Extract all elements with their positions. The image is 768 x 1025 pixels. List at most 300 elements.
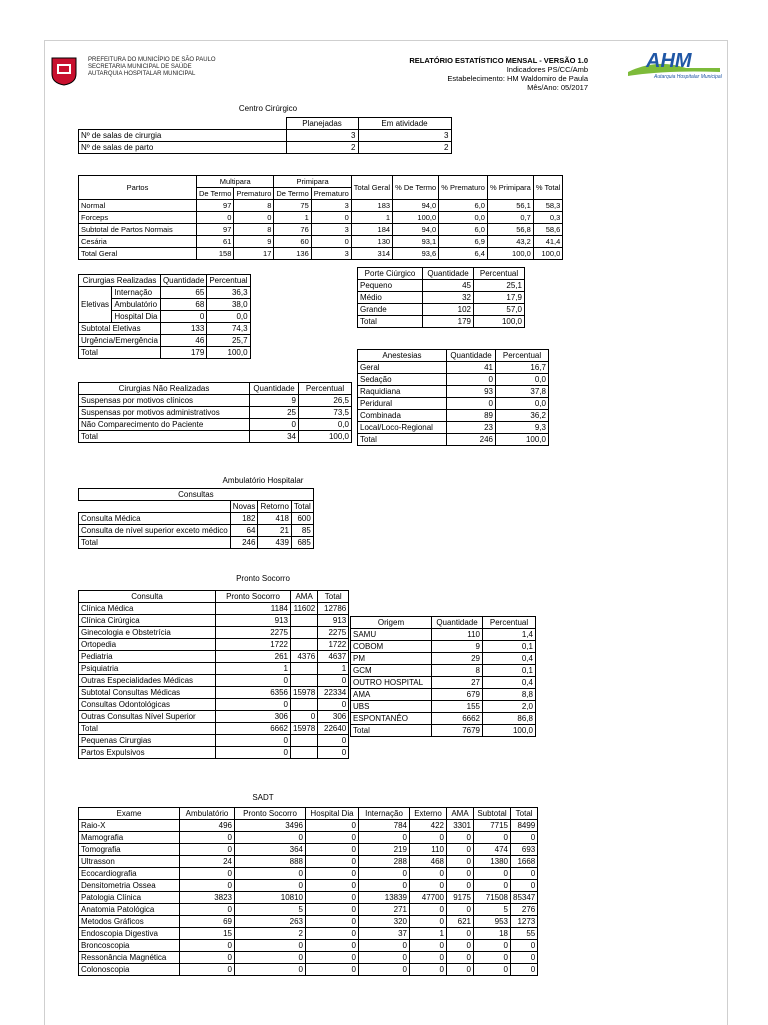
- cell: 85: [291, 525, 313, 537]
- cell: Total: [79, 347, 161, 359]
- cell: 0: [447, 952, 474, 964]
- cell: 13839: [359, 892, 410, 904]
- cell: 600: [291, 513, 313, 525]
- cell: 56,1: [487, 200, 533, 212]
- cell: Broncoscopia: [79, 940, 180, 952]
- cirurgias-nao-realizadas-table: [78, 382, 352, 443]
- ahm-logo: [626, 50, 722, 84]
- cell: 0: [306, 904, 359, 916]
- section-title: Ambulatório Hospitalar: [222, 476, 304, 485]
- cell: 8: [432, 665, 483, 677]
- cell: OUTRO HOSPITAL: [351, 677, 432, 689]
- cell: 0: [447, 940, 474, 952]
- cell: Não Comparecimento do Paciente: [79, 419, 250, 431]
- cell: 22640: [318, 723, 349, 735]
- header-cell: Consulta: [79, 591, 216, 603]
- cell: 0: [306, 916, 359, 928]
- header-cell: Porte Ciúrgico: [358, 268, 423, 280]
- logo-text: AHM: [646, 50, 692, 72]
- cirurgias-realizadas-table: [78, 274, 251, 359]
- header-cell: De Termo: [274, 188, 311, 200]
- table-row: [79, 747, 349, 759]
- cell: 0: [180, 952, 235, 964]
- cell: 913: [216, 615, 291, 627]
- cell: 0: [410, 940, 447, 952]
- cell: 8: [234, 224, 274, 236]
- cell: 32: [423, 292, 474, 304]
- header-cell: Internação: [359, 808, 410, 820]
- table-row: [358, 398, 549, 410]
- cell: 36,2: [496, 410, 549, 422]
- cell: 0: [250, 419, 299, 431]
- cell: 6,4: [439, 248, 488, 260]
- cell: 685: [291, 537, 313, 549]
- cell: 155: [432, 701, 483, 713]
- cell: 1: [216, 663, 291, 675]
- cell: 0: [511, 880, 538, 892]
- cell: 68: [160, 299, 206, 311]
- cell: Pequenas Cirurgias: [79, 735, 216, 747]
- cell: 100,0: [299, 431, 352, 443]
- header-cell: Prematuro: [311, 188, 351, 200]
- cell: 24: [180, 856, 235, 868]
- table-row: [79, 627, 349, 639]
- table-row: [79, 651, 349, 663]
- header-cell: Total: [511, 808, 538, 820]
- cell: 22334: [318, 687, 349, 699]
- header-cell: Quantidade: [432, 617, 483, 629]
- table-row: [79, 287, 251, 299]
- header-cell: Planejadas: [286, 118, 358, 130]
- cell: 0: [235, 880, 306, 892]
- header-cell: Prematuro: [234, 188, 274, 200]
- cell: 100,0: [487, 248, 533, 260]
- table-row: [358, 280, 525, 292]
- cell: 0: [318, 747, 349, 759]
- cell: Médio: [358, 292, 423, 304]
- cell: Pequeno: [358, 280, 423, 292]
- cell: [291, 747, 318, 759]
- cell: 0: [410, 868, 447, 880]
- table-row: [79, 513, 314, 525]
- cell: PM: [351, 653, 432, 665]
- header-cell: Percentual: [299, 383, 352, 395]
- header-cell: % De Termo: [393, 176, 439, 200]
- table-row: [79, 407, 352, 419]
- cell: 100,0: [533, 248, 562, 260]
- table-row: [79, 711, 349, 723]
- cell: Densitometria Ossea: [79, 880, 180, 892]
- cell: 6,9: [439, 236, 488, 248]
- cell: 86,8: [483, 713, 536, 725]
- cell: Consultas Odontológicas: [79, 699, 216, 711]
- cell: 679: [432, 689, 483, 701]
- header-cell: Externo: [410, 808, 447, 820]
- cell: 0: [306, 940, 359, 952]
- cell: 9: [250, 395, 299, 407]
- cell: 0,7: [487, 212, 533, 224]
- section-title: SADT: [252, 793, 274, 802]
- cell: 0: [306, 856, 359, 868]
- table-row: [358, 434, 549, 446]
- cell: 1722: [318, 639, 349, 651]
- table-row: [79, 820, 538, 832]
- header-cell: % Prematuro: [439, 176, 488, 200]
- cell: 0,0: [496, 374, 549, 386]
- header-cell: Total: [318, 591, 349, 603]
- cell: 61: [197, 236, 234, 248]
- cell: 468: [410, 856, 447, 868]
- report-header: [409, 56, 588, 92]
- cell: 0: [197, 212, 234, 224]
- cell: 1668: [511, 856, 538, 868]
- cell: 6,0: [439, 224, 488, 236]
- cell: 7715: [474, 820, 511, 832]
- cell: 0: [306, 880, 359, 892]
- cell: 263: [235, 916, 306, 928]
- cell: 0: [180, 868, 235, 880]
- report-establishment: Estabelecimento: HM Waldomiro de Paula: [447, 74, 588, 83]
- header-cell: Novas: [230, 501, 258, 513]
- cell: 26,5: [299, 395, 352, 407]
- cell: 17,9: [474, 292, 525, 304]
- cell: 75: [274, 200, 311, 212]
- cell: 0: [447, 398, 496, 410]
- cell: Subtotal Consultas Médicas: [79, 687, 216, 699]
- cell: 0: [311, 236, 351, 248]
- cell: Total: [351, 725, 432, 737]
- org-line: AUTARQUIA HOSPITALAR MUNICIPAL: [88, 71, 196, 77]
- cell: 0,0: [439, 212, 488, 224]
- cell: 73,5: [299, 407, 352, 419]
- cell: 0: [306, 820, 359, 832]
- table-row: [351, 725, 536, 737]
- cell: 18: [474, 928, 511, 940]
- cell: 784: [359, 820, 410, 832]
- cell: Total: [79, 537, 231, 549]
- cell: Patologia Clínica: [79, 892, 180, 904]
- cell: 8: [234, 200, 274, 212]
- cell: 94,0: [393, 224, 439, 236]
- table-row: [79, 928, 538, 940]
- table-row: [79, 431, 352, 443]
- cell: COBOM: [351, 641, 432, 653]
- table-row: [358, 374, 549, 386]
- cell: 183: [351, 200, 392, 212]
- cell: 0: [216, 747, 291, 759]
- cell: 3: [311, 248, 351, 260]
- cell: 0,4: [483, 677, 536, 689]
- cell: 0: [447, 880, 474, 892]
- cell: 219: [359, 844, 410, 856]
- cell: AMA: [351, 689, 432, 701]
- cell: 100,0: [483, 725, 536, 737]
- cell: 6662: [432, 713, 483, 725]
- cell: Internação: [112, 287, 161, 299]
- cell: 64: [230, 525, 258, 537]
- cell: Ortopedia: [79, 639, 216, 651]
- cell: 94,0: [393, 200, 439, 212]
- cell: 0: [447, 844, 474, 856]
- cell: 0: [474, 952, 511, 964]
- header-cell: AMA: [291, 591, 318, 603]
- cell: 37: [359, 928, 410, 940]
- table-row: [79, 212, 563, 224]
- table-row: [79, 663, 349, 675]
- cell: 888: [235, 856, 306, 868]
- header-cell: Em atividade: [358, 118, 451, 130]
- cell: 0: [235, 868, 306, 880]
- table-row: [79, 675, 349, 687]
- cell: 0: [359, 832, 410, 844]
- cell: 15: [180, 928, 235, 940]
- cell: 246: [230, 537, 258, 549]
- table-row: [79, 916, 538, 928]
- cell: 0,0: [496, 398, 549, 410]
- cell: 418: [258, 513, 291, 525]
- cell: 0: [306, 928, 359, 940]
- cell: 271: [359, 904, 410, 916]
- cell: 0: [359, 940, 410, 952]
- header-cell: Percentual: [474, 268, 525, 280]
- header-cell: Exame: [79, 808, 180, 820]
- cell: 0: [410, 964, 447, 976]
- table-row: [351, 653, 536, 665]
- cell: 21: [258, 525, 291, 537]
- header-cell: Cirurgias Não Realizadas: [79, 383, 250, 395]
- cell: 34: [250, 431, 299, 443]
- cell: 0: [511, 964, 538, 976]
- cell: Endoscopia Digestiva: [79, 928, 180, 940]
- section-title: Pronto Socorro: [236, 574, 290, 583]
- cell: 913: [318, 615, 349, 627]
- cell: 2: [235, 928, 306, 940]
- cell: 57,0: [474, 304, 525, 316]
- cell: Ambulatório: [112, 299, 161, 311]
- cell: Grande: [358, 304, 423, 316]
- header-cell: Total Geral: [351, 176, 392, 200]
- table-row: [79, 639, 349, 651]
- table-row: [79, 735, 349, 747]
- cell: Clínica Médica: [79, 603, 216, 615]
- cell: Psiquiatria: [79, 663, 216, 675]
- table-row: [358, 316, 525, 328]
- cell: 8,8: [483, 689, 536, 701]
- cell: 0,4: [483, 653, 536, 665]
- cell: 2: [286, 142, 358, 154]
- cell: 6356: [216, 687, 291, 699]
- cell: 179: [160, 347, 206, 359]
- cell: 41,4: [533, 236, 562, 248]
- cell: 97: [197, 200, 234, 212]
- cell: 3: [358, 130, 451, 142]
- cell: 38,0: [207, 299, 250, 311]
- cell: 1722: [216, 639, 291, 651]
- cell: Cesária: [79, 236, 197, 248]
- cell: Anatomia Patológica: [79, 904, 180, 916]
- cell: Ginecologia e Obstetrícia: [79, 627, 216, 639]
- table-row: [79, 723, 349, 735]
- table-row: [351, 641, 536, 653]
- cell: 60: [274, 236, 311, 248]
- cell: 27: [432, 677, 483, 689]
- cell: Total: [358, 316, 423, 328]
- cell: Geral: [358, 362, 447, 374]
- cell: 0: [318, 735, 349, 747]
- cell: 0: [234, 212, 274, 224]
- cell: 5: [474, 904, 511, 916]
- cell: 2: [358, 142, 451, 154]
- cell: 0: [474, 940, 511, 952]
- header-cell: Ambulatório: [180, 808, 235, 820]
- cell: Clínica Cirúrgica: [79, 615, 216, 627]
- cell: 621: [447, 916, 474, 928]
- cell: Urgência/Emergência: [79, 335, 161, 347]
- cell: 184: [351, 224, 392, 236]
- header-cell: Percentual: [207, 275, 250, 287]
- cell: GCM: [351, 665, 432, 677]
- cell: Total: [79, 431, 250, 443]
- cell: 0: [216, 735, 291, 747]
- header-cell: Quantidade: [160, 275, 206, 287]
- cell: 306: [216, 711, 291, 723]
- cell: 0: [318, 699, 349, 711]
- cell: Mamografia: [79, 832, 180, 844]
- table-row: [79, 687, 349, 699]
- cell: 0: [306, 892, 359, 904]
- cell: 0: [306, 964, 359, 976]
- cell: 25,7: [207, 335, 250, 347]
- table-row: [358, 304, 525, 316]
- cell: 0: [359, 880, 410, 892]
- cell: Colonoscopia: [79, 964, 180, 976]
- cell: 0,0: [299, 419, 352, 431]
- cell: 93: [447, 386, 496, 398]
- header-cell: Origem: [351, 617, 432, 629]
- table-row: [351, 689, 536, 701]
- logo-subtext: Autarquia Hospitalar Municipal: [654, 74, 722, 80]
- cell: 97: [197, 224, 234, 236]
- table-row: [79, 335, 251, 347]
- header-cell: Hospital Dia: [306, 808, 359, 820]
- cell: Ressonância Magnética: [79, 952, 180, 964]
- cell: 0: [474, 964, 511, 976]
- table-row: [79, 964, 538, 976]
- cell: 320: [359, 916, 410, 928]
- cell: Total: [79, 723, 216, 735]
- cell: 2275: [216, 627, 291, 639]
- header-cell: Retorno: [258, 501, 291, 513]
- porte-table: [357, 267, 525, 328]
- cell: 4637: [318, 651, 349, 663]
- cell: 0: [180, 844, 235, 856]
- header-cell: Cirurgias Realizadas: [79, 275, 161, 287]
- table-row: [351, 701, 536, 713]
- table-row: [351, 665, 536, 677]
- cell: Outras Especialidades Médicas: [79, 675, 216, 687]
- header-cell: Percentual: [496, 350, 549, 362]
- header-cell: % Primipara: [487, 176, 533, 200]
- cell: Eletivas: [79, 287, 112, 323]
- cell: 45: [423, 280, 474, 292]
- org-line: SECRETARIA MUNICIPAL DE SAÚDE: [88, 64, 192, 70]
- table-row: [79, 224, 563, 236]
- cell: [291, 675, 318, 687]
- cell: 37,8: [496, 386, 549, 398]
- cell: 100,0: [474, 316, 525, 328]
- cell: 25,1: [474, 280, 525, 292]
- cell: 29: [432, 653, 483, 665]
- cell: 100,0: [393, 212, 439, 224]
- cell: 3: [311, 224, 351, 236]
- cell: [291, 615, 318, 627]
- cell: 1: [274, 212, 311, 224]
- cell: 58,6: [533, 224, 562, 236]
- table-row: [358, 292, 525, 304]
- cell: 1380: [474, 856, 511, 868]
- cell: 85347: [511, 892, 538, 904]
- header-cell: Percentual: [483, 617, 536, 629]
- cell: 0: [180, 880, 235, 892]
- cell: 102: [423, 304, 474, 316]
- cell: Tomografia: [79, 844, 180, 856]
- cell: 23: [447, 422, 496, 434]
- cell: 25: [250, 407, 299, 419]
- header-cell: Subtotal: [474, 808, 511, 820]
- table-row: [351, 713, 536, 725]
- cell: UBS: [351, 701, 432, 713]
- cell: 0,1: [483, 665, 536, 677]
- cell: 1: [318, 663, 349, 675]
- cell: 314: [351, 248, 392, 260]
- cell: 439: [258, 537, 291, 549]
- cell: 3: [311, 200, 351, 212]
- cell: 100,0: [207, 347, 250, 359]
- org-line: PREFEITURA DO MUNICÍPIO DE SÃO PAULO: [88, 57, 216, 63]
- cell: 0: [180, 832, 235, 844]
- cell: 1: [410, 928, 447, 940]
- table-row: [79, 940, 538, 952]
- cell: 1,4: [483, 629, 536, 641]
- cell: 9: [432, 641, 483, 653]
- cell: 0: [511, 868, 538, 880]
- cell: [291, 627, 318, 639]
- table-row: [79, 248, 563, 260]
- cell: Raquidiana: [358, 386, 447, 398]
- cell: Subtotal Eletivas: [79, 323, 161, 335]
- cell: 89: [447, 410, 496, 422]
- table-row: [79, 832, 538, 844]
- table-row: [79, 699, 349, 711]
- cell: 0: [306, 952, 359, 964]
- cell: Normal: [79, 200, 197, 212]
- cell: Peridural: [358, 398, 447, 410]
- sadt-table: [78, 807, 538, 976]
- table-row: [358, 362, 549, 374]
- cell: 58,3: [533, 200, 562, 212]
- cell: Total: [358, 434, 447, 446]
- cell: 0: [311, 212, 351, 224]
- cell: Combinada: [358, 410, 447, 422]
- cell: 5: [235, 904, 306, 916]
- cell: 17: [234, 248, 274, 260]
- cell: 11602: [291, 603, 318, 615]
- consultas-table: [78, 488, 314, 549]
- cell: 0: [235, 952, 306, 964]
- cell: 0,0: [207, 311, 250, 323]
- header-cell: Primipara: [274, 176, 351, 188]
- cell: 3823: [180, 892, 235, 904]
